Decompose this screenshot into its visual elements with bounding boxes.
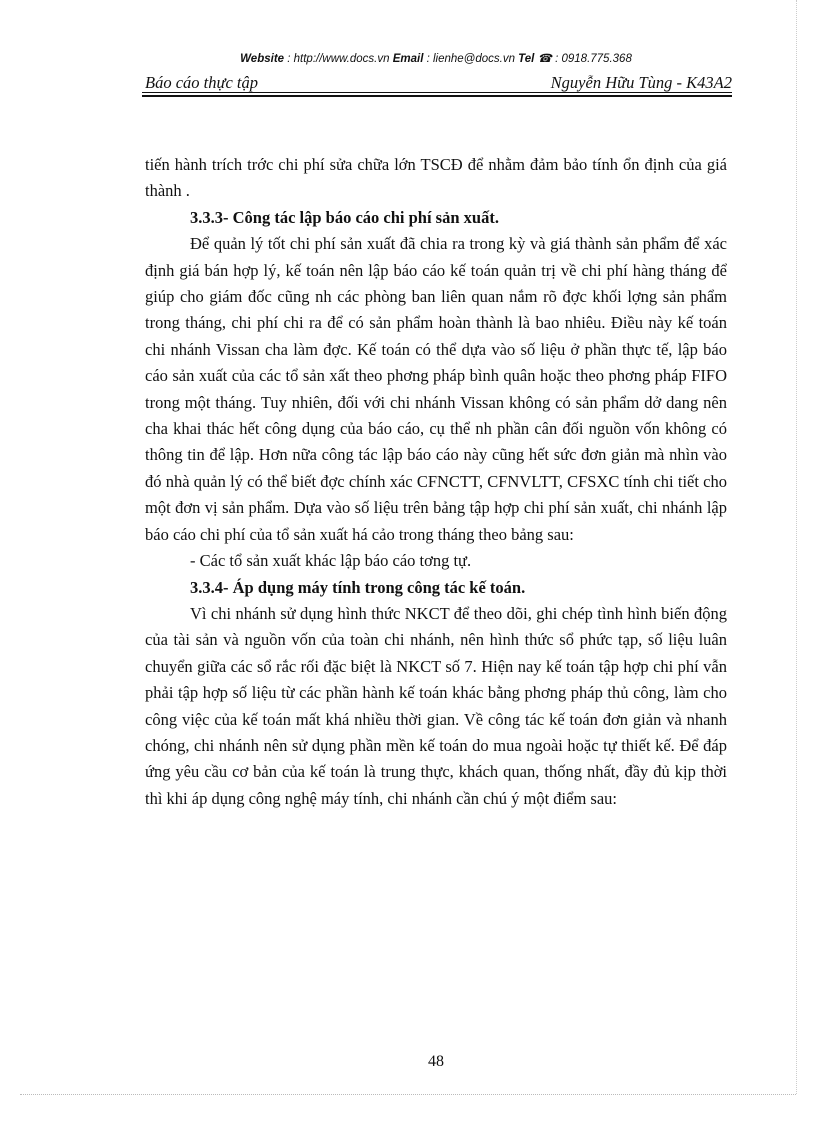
bullet-other-teams: - Các tổ sản xuất khác lập báo cáo tơng tự. — [190, 551, 472, 571]
author-name: Nguyễn Hữu Tùng - K43A2 — [550, 73, 732, 92]
header-rule-thin — [142, 92, 732, 93]
phone-icon: ☎ — [537, 53, 552, 65]
tel-label: Tel — [518, 53, 535, 65]
header-rule-thick — [142, 95, 732, 97]
website-label: Website — [240, 53, 285, 65]
paragraph-computer-accounting: Vì chi nhánh sử dụng hình thức NKCT để theo dõi, ghi chép tình hình biến động của tài sản và nguồn vốn của toàn chi nhánh, nên hình thức sổ phức tạp, số liệu luân chuyển giữa các sổ rắc rối đặc biệt là NKCT số 7. Hiện nay kế toán tập hợp chi phí vẫn phải tập hợp số liệu từ các phần hành kế toán khác bằng phơng pháp thủ công, làm cho công việc của kế toán mất khá nhiều thời gian. Về công tác kế toán đơn giản và nhanh chóng, chi nhánh nên sử dụng phần mền kế toán do mua ngoài hoặc tự thiết kế. Để đáp ứng yêu cầu cơ bản của kế toán là trung thực, khách quan, thống nhất, đầy đủ kịp thời thì khi áp dụng công nghệ máy tính, chi nhánh cần chú ý một điểm sau: — [145, 603, 727, 808]
document-title: Báo cáo thực tập — [145, 73, 259, 92]
document-body — [145, 152, 727, 812]
page-number: 48 — [428, 1053, 444, 1070]
email-link[interactable]: : lienhe@docs.vn — [423, 53, 519, 65]
page-border-right — [796, 0, 797, 1094]
paragraph-cost-report: Để quản lý tốt chi phí sản xuất đã chia ra trong kỳ và giá thành sản phẩm để xác định giá bán hợp lý, kế toán nên lập báo cáo kế toán quản trị về chi phí hàng tháng để giúp cho giám đốc cũng nh các phòng ban liên quan nắm rõ đợc khối lợng sản phẩm trong tháng, chi phí chi ra để có sản phẩm hoàn thành là bao nhiêu. Điều này kế toán chi nhánh Vissan cha làm đợc. Kế toán có thể dựa vào số liệu ở phần thực tế, lập báo cáo sản xuất của các tổ sản xất theo phơng pháp bình quân hoặc theo phơng pháp FIFO trong một tháng. Tuy nhiên, đối với chi nhánh Vissan không có sản phẩm dở dang nên cha khai thác hết công dụng của báo cáo, cụ thể nh phần cân đối nguồn vốn không có thông tin để lập. Hơn nữa công tác lập báo cáo này cũng hết sức đơn giản mà nhìn vào đó nhà quản lý có thể biết đợc chính xác CFNCTT, CFNVLTT, CFSXC tính chi tiết cho một đơn vị sản phẩm. Dựa vào số liệu trên bảng tập hợp chi phí sản xuất, chi nhánh lập báo cáo chi phí của tổ sản xuất há cảo trong tháng theo bảng sau: — [145, 234, 727, 544]
page-border-bottom — [20, 1094, 796, 1095]
email-label: Email — [392, 53, 424, 65]
section-heading-3-3-3: 3.3.3- Công tác lập báo cáo chi phí sản xuất. — [190, 207, 499, 227]
tel-value: : 0918.775.368 — [551, 53, 632, 65]
paragraph-continuation: tiến hành trích trớc chi phí sửa chữa lớn TSCĐ để nhằm đảm bảo tính ổn định của giá thành . — [145, 155, 727, 201]
section-heading-3-3-4: 3.3.4- Áp dụng máy tính trong công tác kế toán. — [190, 577, 526, 597]
site-info-bar — [140, 51, 732, 65]
website-link[interactable]: : http://www.docs.vn — [284, 53, 393, 65]
